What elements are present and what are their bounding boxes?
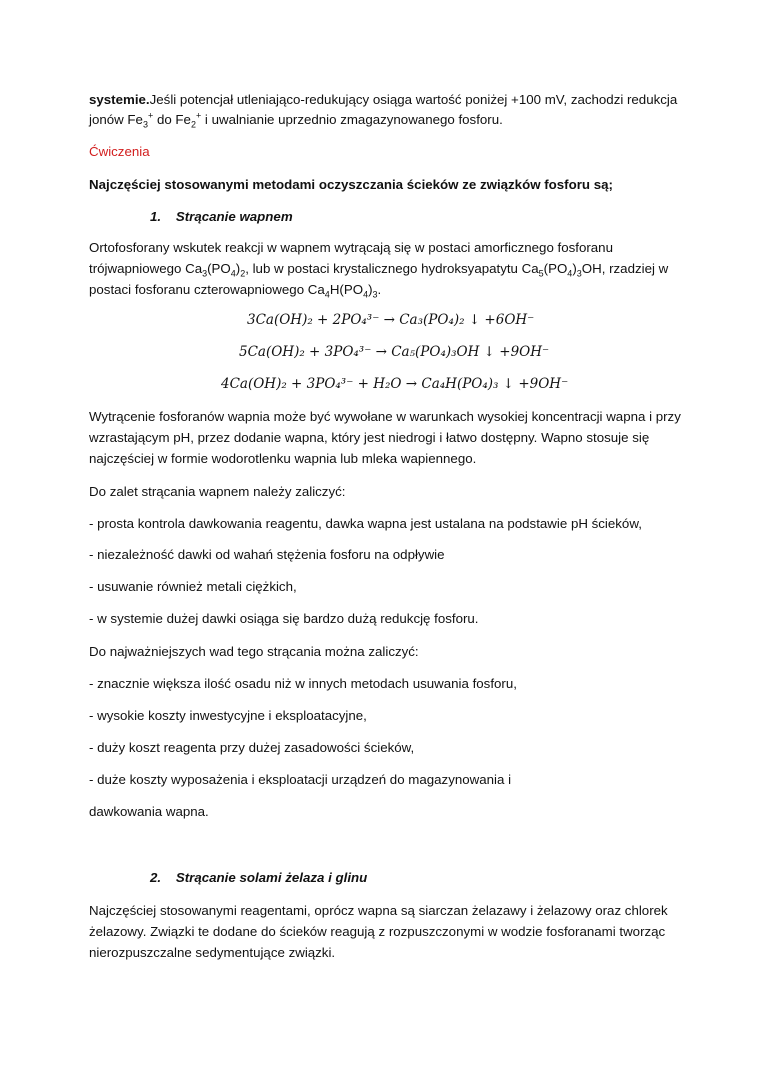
section-title: Strącanie solami żelaza i glinu	[175, 870, 368, 885]
text: do Fe	[153, 112, 191, 127]
text: i uwalnianie uprzednio zmagazynowanego fosforu.	[201, 112, 503, 127]
paragraph-line: wzrastającym pH, przez dodanie wapna, który jest niedrogi i łatwo dostępny. Wapno stosuje się	[89, 430, 650, 445]
list-item-continuation: dawkowania wapna.	[89, 804, 209, 819]
list-item: - usuwanie również metali ciężkich,	[89, 579, 297, 594]
list-item: - prosta kontrola dawkowania reagentu, dawka wapna jest ustalana na podstawie pH ścieków,	[89, 516, 642, 531]
text: trójwapniowego Ca	[89, 261, 203, 276]
text: )	[235, 261, 241, 276]
text: OH, rzadziej w	[581, 261, 669, 276]
paragraph-line	[89, 110, 503, 130]
text: , lub w postaci krystalicznego hydroksyapatytu Ca	[245, 261, 539, 276]
paragraph-line: najczęściej w formie wodorotlenku wapnia lub mleka wapiennego.	[89, 451, 477, 466]
advantages-intro: Do zalet strącania wapnem należy zaliczyć:	[89, 484, 346, 499]
list-item: - w systemie dużej dawki osiąga się bardzo dużą redukcję fosforu.	[89, 611, 479, 626]
paragraph-line: Ortofosforany wskutek reakcji w wapnem wytrącają się w postaci amorficznego fosforanu	[89, 240, 613, 255]
text: Jeśli potencjał utleniająco-redukujący osiąga wartość poniżej +100 mV, zachodzi redukcja	[149, 92, 678, 107]
subscript: 3	[372, 289, 378, 300]
equation-2: 5Ca(OH)₂ + 3PO₄³⁻ → Ca₅(PO₄)₃OH ↓ +9OH⁻	[239, 344, 550, 360]
subscript: 5	[538, 268, 544, 279]
subscript: 2	[190, 119, 196, 130]
subscript: 4	[567, 268, 573, 279]
text: )	[368, 282, 373, 297]
subscript: 2	[240, 268, 246, 279]
list-item: - wysokie koszty inwestycyjne i eksploatacyjne,	[89, 708, 367, 723]
bold-heading: Najczęściej stosowanymi metodami oczyszczania ścieków ze związków fosforu są;	[89, 177, 613, 192]
equation-1: 3Ca(OH)₂ + 2PO₄³⁻ → Ca₃(PO₄)₂ ↓ +6OH⁻	[247, 312, 535, 328]
subscript: 4	[363, 289, 369, 300]
list-item: - niezależność dawki od wahań stężenia fosforu na odpływie	[89, 547, 445, 562]
section-1-heading	[150, 207, 293, 227]
paragraph-line: Najczęściej stosowanymi reagentami, oprócz wapna są siarczan żelazawy i żelazowy oraz chlorek	[89, 903, 668, 918]
text: jonów Fe	[89, 112, 143, 127]
text: (PO	[207, 261, 231, 276]
subscript: 3	[202, 268, 208, 279]
text: )	[572, 261, 577, 276]
text: .	[377, 282, 382, 297]
subscript: 4	[230, 268, 236, 279]
paragraph-line: żelazowy. Związki te dodane do ścieków reagują z rozpuszczonymi w wodzie fosforanami tworząc	[89, 924, 666, 939]
subscript: 3	[576, 268, 582, 279]
paragraph-line	[89, 259, 668, 279]
superscript: +	[147, 110, 154, 121]
superscript: +	[195, 110, 202, 121]
section-2-heading	[150, 868, 367, 888]
text: postaci fosforanu czterowapniowego Ca	[89, 282, 325, 297]
list-item: - znacznie większa ilość osadu niż w innych metodach usuwania fosforu,	[89, 676, 517, 691]
list-item: - duże koszty wyposażenia i eksploatacji urządzeń do magazynowania i	[89, 772, 512, 787]
section-number: 1.	[150, 209, 162, 224]
text: H(PO	[329, 282, 364, 297]
text: (PO	[543, 261, 568, 276]
equation-3: 4Ca(OH)₂ + 3PO₄³⁻ + H₂O → Ca₄H(PO₄)₃ ↓ +9OH⁻	[221, 376, 569, 392]
paragraph-line	[89, 90, 677, 110]
section-number: 2.	[150, 870, 162, 885]
paragraph-line: Wytrącenie fosforanów wapnia może być wywołane w warunkach wysokiej koncentracji wapna i przy	[89, 409, 681, 424]
paragraph-line	[89, 280, 381, 300]
bold-word: systemie.	[89, 92, 150, 107]
paragraph-line: nierozpuszczalne sedymentujące związki.	[89, 945, 336, 960]
subscript: 4	[324, 289, 330, 300]
subscript: 3	[142, 119, 148, 130]
list-item: - duży koszt reagenta przy dużej zasadowości ścieków,	[89, 740, 415, 755]
section-heading-red: Ćwiczenia	[89, 144, 150, 159]
section-title: Strącanie wapnem	[175, 209, 293, 224]
disadvantages-intro: Do najważniejszych wad tego strącania można zaliczyć:	[89, 644, 419, 659]
